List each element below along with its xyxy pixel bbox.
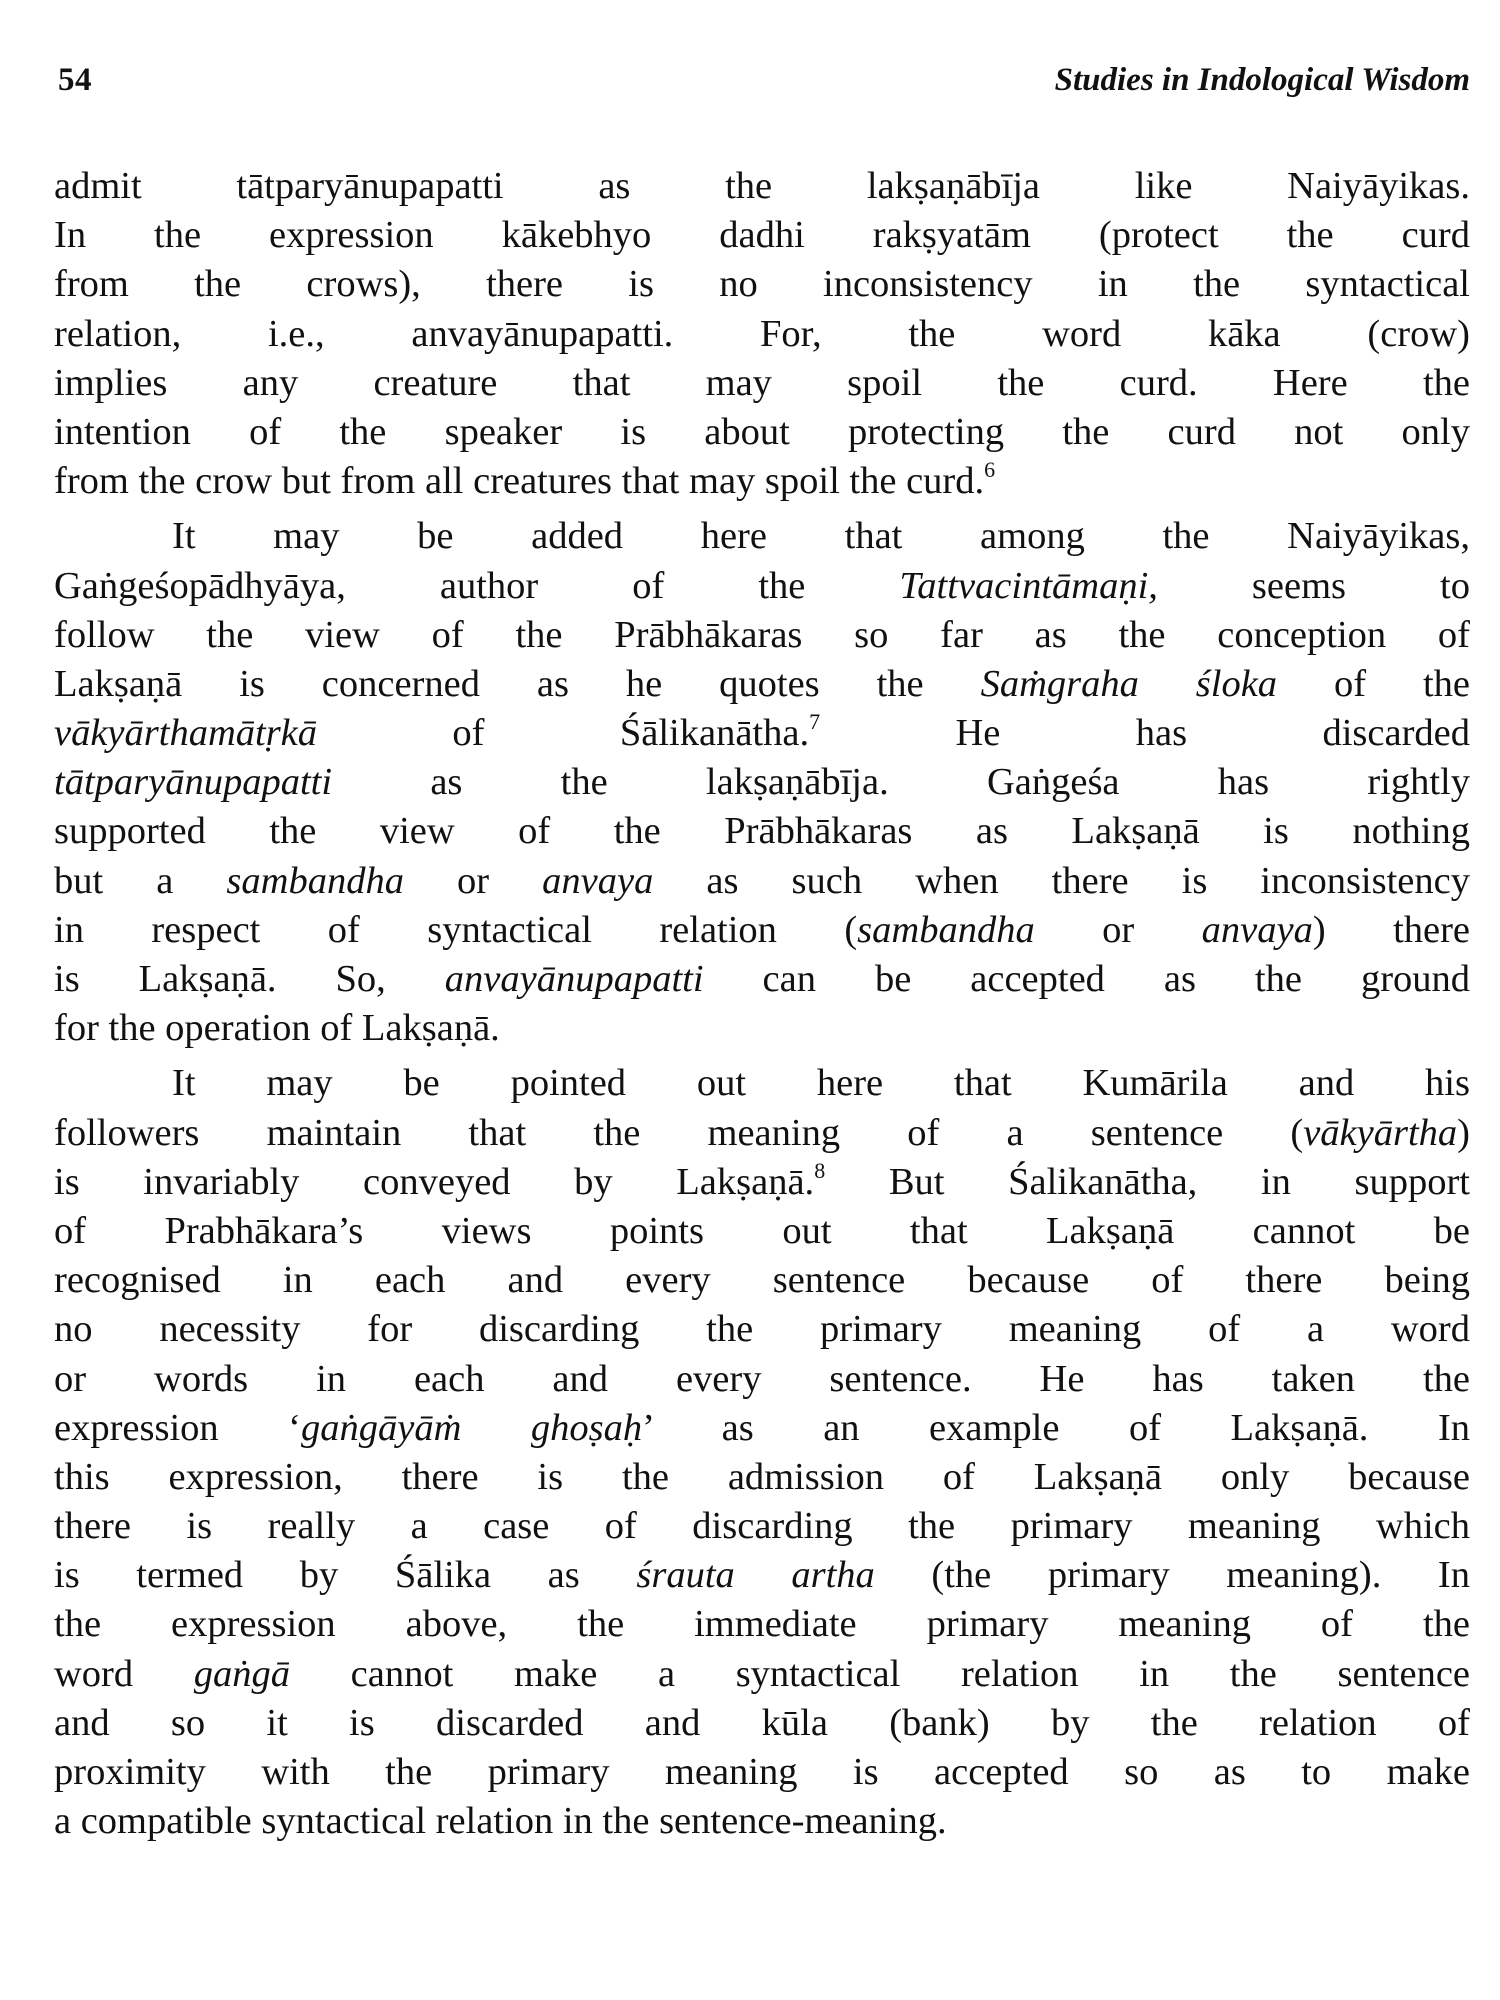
text-line [54,1305,1470,1354]
italic-term: vākyārthamātṛkā [54,712,318,755]
text-line [54,359,1470,408]
text-run: word [54,1652,194,1695]
text-line [54,1256,1470,1305]
text-run: but a [54,859,227,902]
text-line [54,211,1470,260]
text-line [54,1207,1470,1256]
text-line [54,512,1470,561]
text-run: and so it is discarded and kūla (bank) by the relation of [54,1701,1470,1744]
text-run: It may be pointed out here that Kumārila and his [172,1062,1470,1105]
text-run: implies any creature that may spoil the curd. Here the [54,361,1470,404]
text-line [54,857,1470,906]
text-run: is termed by Śālika as [54,1554,637,1597]
text-run: cannot make a syntactical relation in the sentence [290,1652,1470,1695]
text-line [54,1650,1470,1699]
text-run: ) there [1312,908,1470,951]
text-run: followers maintain that the meaning of a sentence ( [54,1111,1304,1154]
text-run: can be accepted as the ground [703,958,1470,1000]
italic-term: gaṅgā [193,1652,291,1695]
text-line [54,660,1470,709]
text-line [54,162,1470,211]
footnote-marker: 6 [984,457,996,483]
text-run: of the [1277,662,1470,705]
text-line [54,408,1470,457]
text-run: as the lakṣaṇābīja. Gaṅgeśa has rightly [332,761,1470,804]
italic-term: sambandha [857,908,1035,951]
text-run: or words in each and every sentence. He has taken the [54,1357,1470,1400]
text-run: of Prabhākara’s views points out that Lakṣaṇā cannot be [54,1209,1470,1252]
text-line [54,1355,1470,1404]
text-line [54,1158,1470,1207]
text-line [54,260,1470,309]
text-run: In the expression kākebhyo dadhi rakṣyatām (protect the curd [54,214,1470,257]
italic-term: tātparyānupapatti [54,761,333,804]
text-run: for the operation of Lakṣaṇā. [54,1007,500,1050]
italic-term: śrauta artha [636,1554,875,1597]
italic-term: anvaya [1201,908,1313,951]
text-line [54,1600,1470,1649]
text-run: seems to [1157,564,1470,607]
text-run: or [403,859,543,902]
text-line [54,758,1470,807]
italic-term: anvayānupapatti [444,958,704,1000]
text-run: (the primary meaning). In [874,1554,1470,1597]
italic-term: gaṅgāyāṁ ghoṣaḥ [301,1406,643,1449]
italic-term: anvaya [542,859,654,902]
text-line [54,1404,1470,1453]
text-run: in respect of syntactical relation ( [54,908,858,951]
text-line [54,709,1470,758]
paragraph [54,512,1470,1053]
text-line [54,310,1470,359]
text-run: supported the view of the Prābhākaras as Lakṣaṇā is nothing [54,810,1470,853]
text-run: He has discarded [820,712,1470,755]
text-line [54,1502,1470,1551]
text-run: follow the view of the Prābhākaras so far as the conception of [54,613,1470,656]
text-line [54,1109,1470,1158]
text-line [54,807,1470,856]
text-run: intention of the speaker is about protecting the curd not only [54,410,1470,453]
text-run: proximity with the primary meaning is accepted so as to make [54,1751,1470,1793]
text-line [54,906,1470,955]
text-line [54,1453,1470,1502]
text-run: from the crow but from all creatures that may spoil the curd. [54,460,985,503]
text-run: ) [1457,1111,1470,1154]
text-run: of Śālikanātha. [317,712,810,755]
text-line [54,457,1470,506]
text-run: expression ‘ [54,1406,301,1449]
footnote-marker: 8 [814,1157,826,1183]
text-run: recognised in each and every sentence because of there being [54,1259,1470,1302]
text-run: as such when there is inconsistency [653,859,1470,902]
text-run: the expression above, the immediate primary meaning of the [54,1603,1470,1646]
page-number: 54 [58,62,92,98]
text-line [54,562,1470,611]
italic-term: sambandha [226,859,404,902]
text-run: or [1034,908,1202,951]
italic-term: Saṁgraha śloka [980,662,1278,705]
text-run: Lakṣaṇā is concerned as he quotes the [54,662,981,705]
text-run: relation, i.e., anvayānupapatti. For, the word kāka (crow) [54,312,1470,355]
text-line [54,1059,1470,1108]
text-run: is invariably conveyed by Lakṣaṇā. [54,1160,815,1203]
paragraph [54,162,1470,506]
text-line [54,1551,1470,1600]
body-text [54,162,1470,1846]
text-run: It may be added here that among the Naiyāyikas, [172,515,1470,558]
page-header [58,62,1470,110]
paragraph [54,1059,1470,1846]
italic-term: vākyārtha [1303,1111,1458,1154]
running-title: Studies in Indological Wisdom [1054,62,1470,98]
text-line [54,955,1470,1004]
text-line [54,1004,1470,1053]
italic-term: Tattvacintāmaṇi, [899,564,1158,607]
text-run: But Śalikanātha, in support [825,1160,1470,1203]
text-run: this expression, there is the admission of Lakṣaṇā only because [54,1455,1470,1498]
text-line [54,1748,1470,1797]
text-run: no necessity for discarding the primary meaning of a word [54,1308,1470,1351]
text-run: is Lakṣaṇā. So, [54,958,445,1000]
text-run: from the crows), there is no inconsistency in the syntactical [54,263,1470,306]
text-line [54,611,1470,660]
text-line [54,1797,1470,1846]
text-line [54,1699,1470,1748]
text-run: there is really a case of discarding the primary meaning which [54,1505,1470,1548]
text-run: Gaṅgeśopādhyāya, author of the [54,564,900,607]
text-run: admit tātparyānupapatti as the lakṣaṇābīja like Naiyāyikas. [54,165,1470,207]
footnote-marker: 7 [809,709,821,735]
text-run: ’ as an example of Lakṣaṇā. In [642,1406,1470,1449]
text-run: a compatible syntactical relation in the sentence-meaning. [54,1800,947,1843]
